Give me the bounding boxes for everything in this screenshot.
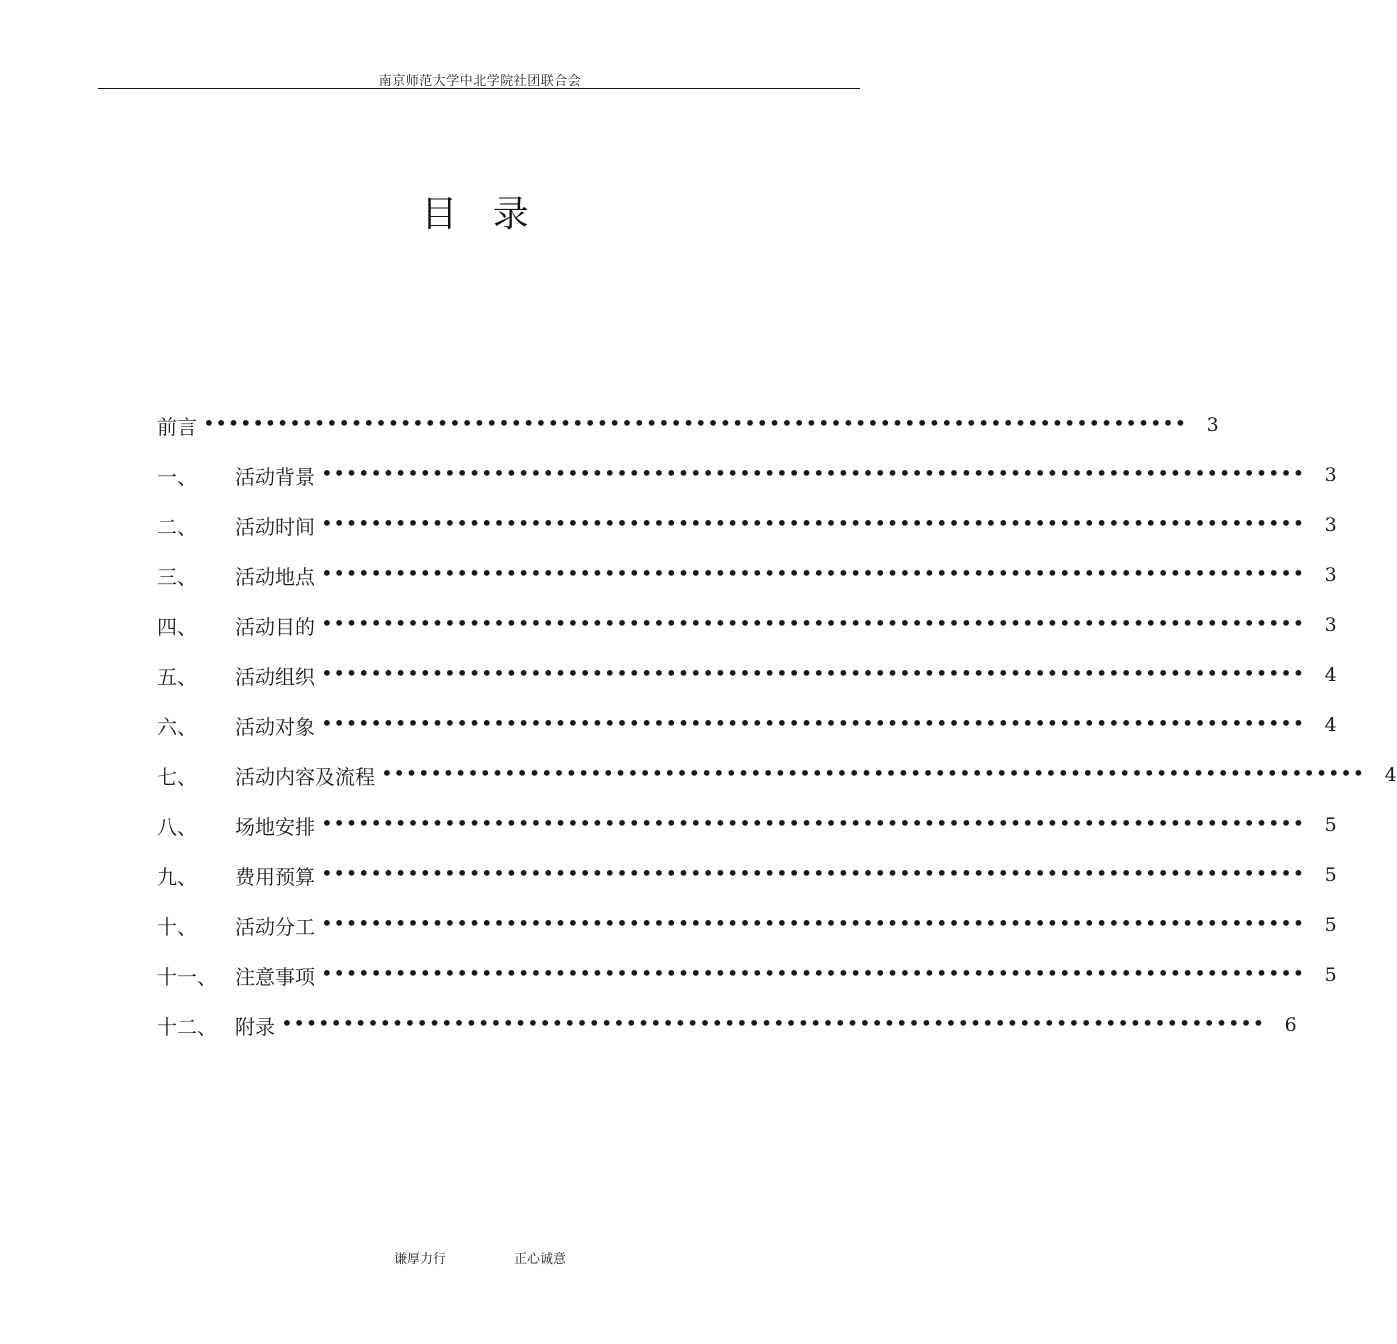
toc-entry-page: 4 xyxy=(1324,664,1337,686)
toc-entry-3[interactable] xyxy=(157,550,1337,600)
page-footer xyxy=(0,1248,960,1267)
toc-entry-label: 费用预算 xyxy=(235,864,315,889)
toc-entry-number: 十二、 xyxy=(157,1014,217,1039)
toc-entry-label: 活动内容及流程 xyxy=(235,764,375,789)
toc-entry-page: 5 xyxy=(1324,864,1337,886)
toc-leader-dots: •••••••••••••••••••••••••••••••••••••••••••••••••••••••••••••••••••••••••••••••• xyxy=(321,661,1305,685)
toc-entry-label: 活动对象 xyxy=(235,714,315,739)
toc-entry-page: 5 xyxy=(1324,964,1337,986)
toc-entry-2[interactable] xyxy=(157,500,1337,550)
toc-leader-dots: •••••••••••••••••••••••••••••••••••••••••••••••••••••••••••••••••••••••••••••••• xyxy=(381,761,1365,785)
toc-entry-6[interactable] xyxy=(157,700,1337,750)
toc-leader-dots: •••••••••••••••••••••••••••••••••••••••••••••••••••••••••••••••••••••••••••••••• xyxy=(321,611,1305,635)
header-rule xyxy=(98,88,860,89)
toc-entry-page: 4 xyxy=(1324,714,1337,736)
footer-motto-left: 谦厚力行 xyxy=(393,1252,446,1267)
toc-entry-number: 十、 xyxy=(157,914,197,939)
toc-entry-label: 活动时间 xyxy=(235,514,315,539)
toc-entry-number: 二、 xyxy=(157,514,197,539)
toc-entry-number: 四、 xyxy=(157,614,197,639)
toc-leader-dots: •••••••••••••••••••••••••••••••••••••••••••••••••••••••••••••••••••••••••••••••• xyxy=(321,911,1305,935)
toc-entry-page: 6 xyxy=(1284,1014,1297,1036)
toc-entry-number: 一、 xyxy=(157,464,197,489)
toc-entry-label: 前言 xyxy=(157,414,197,439)
toc-leader-dots: •••••••••••••••••••••••••••••••••••••••••••••••••••••••••••••••••••••••••••••••• xyxy=(321,811,1305,835)
toc-leader-dots: •••••••••••••••••••••••••••••••••••••••••••••••••••••••••••••••••••••••••••••••• xyxy=(321,961,1305,985)
toc-entry-9[interactable] xyxy=(157,850,1337,900)
toc-entry-label: 活动背景 xyxy=(235,464,315,489)
table-of-contents xyxy=(157,400,1397,1050)
toc-entry-12[interactable] xyxy=(157,1000,1297,1050)
toc-entry-number: 六、 xyxy=(157,714,197,739)
toc-entry-page: 5 xyxy=(1324,914,1337,936)
toc-entry-page: 3 xyxy=(1324,614,1337,636)
toc-entry-number: 七、 xyxy=(157,764,197,789)
toc-entry-number: 五、 xyxy=(157,664,197,689)
toc-leader-dots: •••••••••••••••••••••••••••••••••••••••••••••••••••••••••••••••••••••••••••••••• xyxy=(203,411,1187,435)
toc-entry-label: 活动目的 xyxy=(235,614,315,639)
toc-entry-page: 5 xyxy=(1324,814,1337,836)
toc-entry-number: 三、 xyxy=(157,564,197,589)
toc-entry-page: 3 xyxy=(1324,514,1337,536)
toc-leader-dots: •••••••••••••••••••••••••••••••••••••••••••••••••••••••••••••••••••••••••••••••• xyxy=(321,461,1305,485)
toc-entry-label: 注意事项 xyxy=(235,964,315,989)
toc-entry-label: 场地安排 xyxy=(235,814,315,839)
toc-leader-dots: •••••••••••••••••••••••••••••••••••••••••••••••••••••••••••••••••••••••••••••••• xyxy=(321,511,1305,535)
toc-entry-preface[interactable] xyxy=(157,400,1219,450)
toc-entry-page: 3 xyxy=(1324,564,1337,586)
toc-entry-label: 附录 xyxy=(235,1014,275,1039)
toc-entry-8[interactable] xyxy=(157,800,1337,850)
toc-entry-number: 八、 xyxy=(157,814,197,839)
toc-entry-number: 九、 xyxy=(157,864,197,889)
toc-entry-page: 4 xyxy=(1384,764,1397,786)
toc-entry-label: 活动组织 xyxy=(235,664,315,689)
toc-entry-label: 活动地点 xyxy=(235,564,315,589)
toc-entry-page: 3 xyxy=(1206,414,1219,436)
toc-entry-page: 3 xyxy=(1324,464,1337,486)
toc-entry-1[interactable] xyxy=(157,450,1337,500)
page-header-org-name: 南京师范大学中北学院社团联合会 xyxy=(378,74,582,89)
toc-leader-dots: •••••••••••••••••••••••••••••••••••••••••••••••••••••••••••••••••••••••••••••••• xyxy=(281,1011,1265,1035)
toc-entry-7[interactable] xyxy=(157,750,1397,800)
toc-entry-label: 活动分工 xyxy=(235,914,315,939)
toc-leader-dots: •••••••••••••••••••••••••••••••••••••••••••••••••••••••••••••••••••••••••••••••• xyxy=(321,861,1305,885)
toc-entry-10[interactable] xyxy=(157,900,1337,950)
toc-entry-5[interactable] xyxy=(157,650,1337,700)
toc-entry-number: 十一、 xyxy=(157,964,217,989)
toc-entry-4[interactable] xyxy=(157,600,1337,650)
toc-leader-dots: •••••••••••••••••••••••••••••••••••••••••••••••••••••••••••••••••••••••••••••••• xyxy=(321,711,1305,735)
toc-leader-dots: •••••••••••••••••••••••••••••••••••••••••••••••••••••••••••••••••••••••••••••••• xyxy=(321,561,1305,585)
toc-title: 目 录 xyxy=(421,194,541,235)
footer-motto-right: 正心诚意 xyxy=(514,1252,567,1267)
toc-entry-11[interactable] xyxy=(157,950,1337,1000)
